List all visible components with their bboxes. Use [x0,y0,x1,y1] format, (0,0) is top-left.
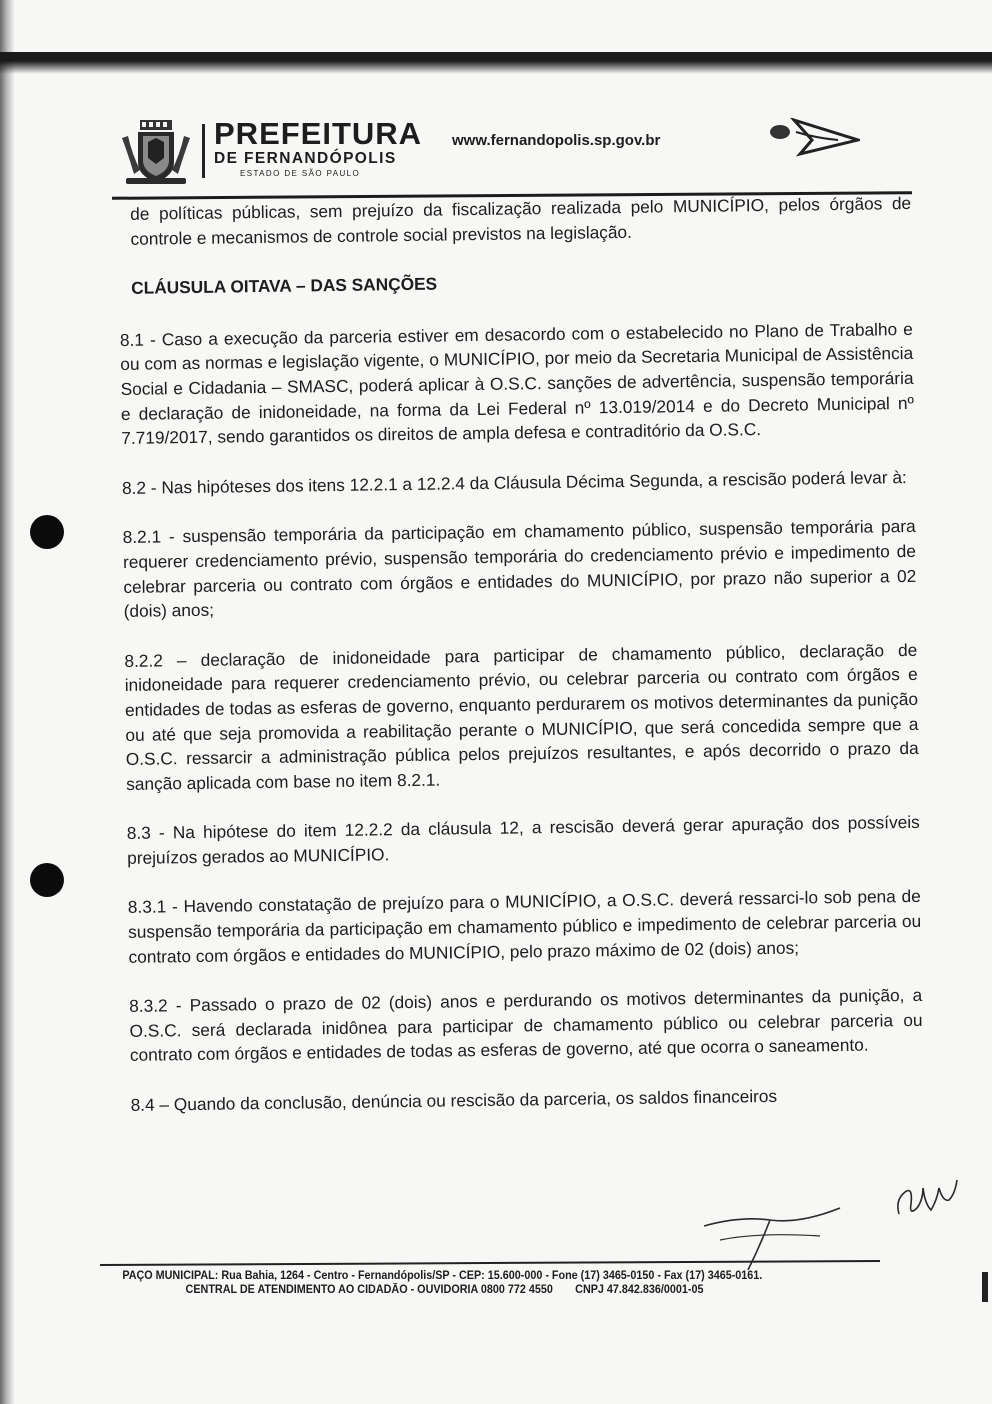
paragraph-8-2-1: 8.2.1 - suspensão temporária da participação em chamamento público, suspensão temporária para requerer credenciamento prévio, suspensão temporária do credenciamento prévio e impedimento de celebrar parceria ou contrato com órgãos e entidades do MUNICÍPIO, por prazo não superior a 02 (dois) anos; [122,516,917,622]
paragraph-8-3: 8.3 - Na hipótese do item 12.2.2 da cláusula 12, a rescisão deverá gerar apuração dos possíveis prejuízos gerados ao MUNICÍPIO. [126,812,920,868]
intro-paragraph: de políticas públicas, sem prejuízo da fiscalização realizada pelo MUNICÍPIO, pelos órgãos de controle e mecanismos de controle social previstos na legislação. [130,192,912,249]
municipal-crest-icon [118,118,194,186]
footer-rule [100,1260,880,1266]
footer-address: PAÇO MUNICIPAL: Rua Bahia, 1264 - Centro - Fernandópolis/SP - CEP: 15.600-000 - Fone (17) 3465-0150 - Fax (17) 3465-0161. [122,1268,763,1282]
paragraph-8-4: 8.4 – Quando da conclusão, denúncia ou rescisão da parceria, os saldos financeiros [130,1085,778,1115]
letterhead-divider [202,124,205,178]
letterhead [118,118,878,198]
punch-hole-upper [30,515,64,549]
scan-edge-mark [982,1272,988,1302]
paragraph-8-1: 8.1 - Caso a execução da parceria estiver em desacordo com o estabelecido no Plano de Trabalho e ou com as normas e legislação vigente, o MUNICÍPIO, por meio da Secretaria Municipal de Assistência Social e Cidadania – SMASC, poderá aplicar à O.S.C. sanções de advertência, suspensão temporária e declaração de inidoneidade, na forma da Lei Federal nº 13.019/2014 e do Decreto Municipal nº 7.719/2017, sendo garantidos os direitos de ampla defesa e contraditório da O.S.C. [119,318,915,449]
footer [100,1262,880,1297]
brand-state: ESTADO DE SÃO PAULO [240,169,361,178]
clause-title: CLÁUSULA OITAVA – DAS SANÇÕES [131,273,438,299]
paragraph-8-3-2: 8.3.2 - Passado o prazo de 02 (dois) anos e perdurando os motivos determinantes da punição, a O.S.C. será declarada inidônea para participar de chamamento público ou celebrar parceria ou contrato com órgãos e entidades de todas as esferas de governo, até que ocorra o saneamento. [129,985,923,1066]
scan-page-edge [0,0,14,1404]
paragraph-8-2: 8.2 - Nas hipóteses dos itens 12.2.1 a 12.2.4 da Cláusula Décima Segunda, a rescisão poderá levar à: [121,466,907,498]
paragraph-8-3-1: 8.3.1 - Havendo constatação de prejuízo para o MUNICÍPIO, a O.S.C. deverá ressarci-lo sob pena de suspensão temporária da participação em chamamento público e impedimento de celebrar parceria ou contrato com órgãos e entidades do MUNICÍPIO, pelo prazo máximo de 02 (dois) anos; [127,886,922,967]
brand-main: PREFEITURA [214,116,423,151]
punch-hole-lower [30,863,64,897]
document-body [118,191,924,1143]
initials-signature-icon [893,1174,959,1220]
footer-cnpj: CNPJ 47.842.836/0001-05 [575,1282,704,1296]
footer-contact [100,1283,825,1297]
brand-sub: DE FERNANDÓPOLIS [214,150,397,167]
website-url: www.fernandopolis.sp.gov.br [452,132,661,149]
footer-ouvidoria: CENTRAL DE ATENDIMENTO AO CIDADÃO - OUVIDORIA 0800 772 4550 [185,1282,553,1296]
brand-block [214,118,422,180]
paragraph-8-2-2: 8.2.2 – declaração de inidoneidade para participar de chamamento público, declaração de inidoneidade para requerer credenciamento prévio, ou celebrar parceria ou contrato com órgãos e entidades de todas as esferas de governo, enquanto perdurarem os motivos determinantes da punição ou até que seja promovida a reabilitação perante o MUNICÍPIO, que será concedida sempre que a O.S.C. ressarcir a administração pública pelos prejuízos resultantes, e após decorrido o prazo da sanção aplicada com base no item 8.2.1. [124,639,919,794]
scan-top-shadow [0,52,992,74]
arrow-logo-icon [760,118,860,158]
